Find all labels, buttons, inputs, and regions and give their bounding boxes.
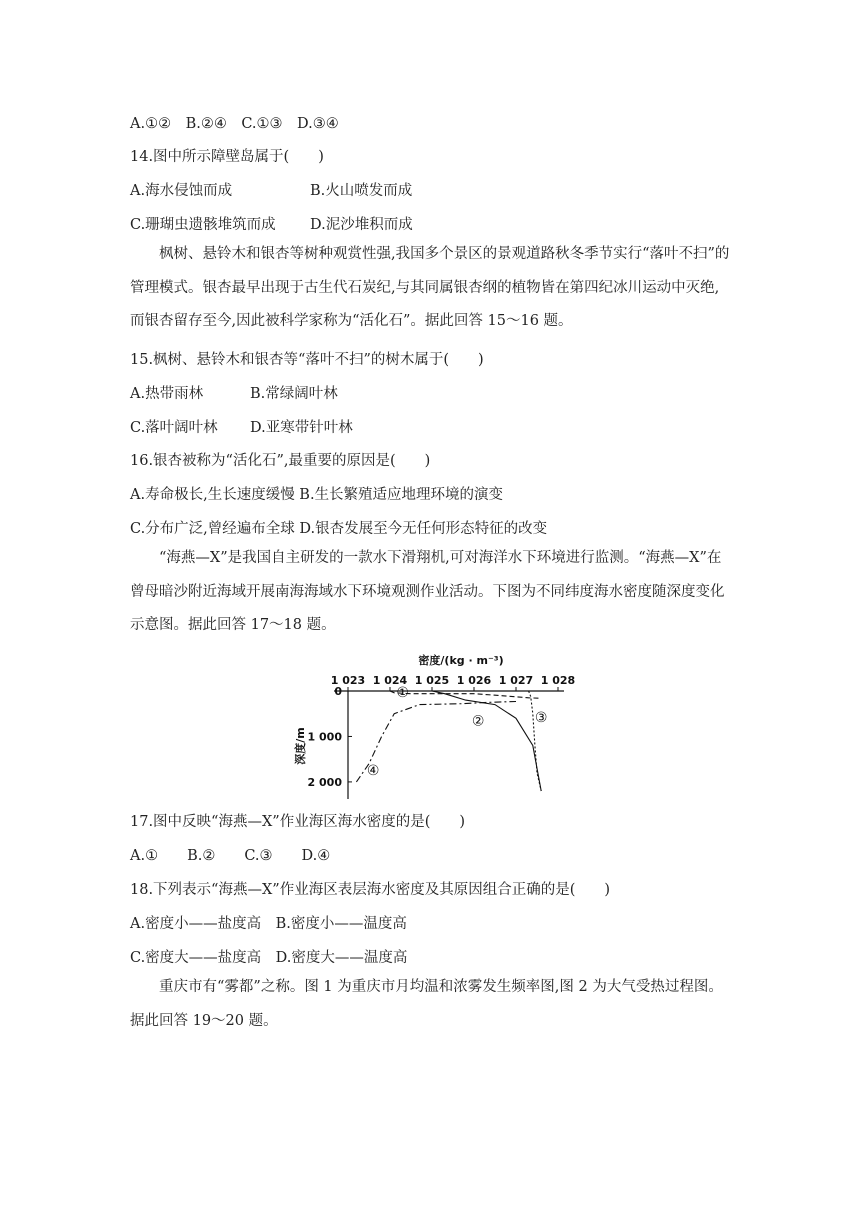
q18-options-ab: A.密度小——盐度高 B.密度小——温度高 — [130, 916, 407, 932]
series-line-2 — [432, 691, 541, 791]
q17-options: A.① B.② C.③ D.④ — [130, 848, 331, 864]
passage-chongqing: 重庆市有“雾都”之称。图 1 为重庆市月均温和浓雾发生频率图,图 2 为大气受热过程图。据此回答 19～20 题。 — [130, 979, 723, 1029]
density-depth-chart — [290, 650, 580, 800]
series-line-1 — [390, 691, 541, 698]
y-tick-label: 2 000 — [307, 775, 342, 789]
q13-options: A.①② B.②④ C.①③ D.③④ — [130, 116, 339, 132]
x-tick-label: 1 027 — [498, 674, 534, 687]
q15-option-a: A.热带雨林 — [130, 386, 204, 402]
passage-ginkgo: 枫树、悬铃木和银杏等树种观赏性强,我国多个景区的景观道路秋冬季节实行“落叶不扫”的管理模式。银杏最早出现于古生代石炭纪,与其同属银杏纲的植物皆在第四纪冰川运动中灭绝,而银杏留存至今,因此被科学家称为“活化石”。据此回答 15～16 题。 — [130, 246, 730, 329]
q16-stem: 16.银杏被称为“活化石”,最重要的原因是( ) — [130, 453, 431, 469]
q14-option-c: C.珊瑚虫遗骸堆筑而成 — [130, 217, 276, 233]
q18-stem: 18.下列表示“海燕—X”作业海区表层海水密度及其原因组合正确的是( ) — [130, 882, 611, 898]
q17-stem: 17.图中反映“海燕—X”作业海区海水密度的是( ) — [130, 814, 466, 830]
q15-option-b: B.常绿阔叶林 — [250, 386, 338, 402]
y-tick-label: 1 000 — [307, 730, 342, 744]
series-label-2: ② — [471, 713, 485, 730]
y-axis-label: 深度/m — [294, 727, 307, 765]
q16-options-ab: A.寿命极长,生长速度缓慢 B.生长繁殖适应地理环境的演变 — [130, 487, 504, 503]
series-label-4: ④ — [366, 763, 380, 780]
series-label-1: ① — [396, 684, 409, 701]
q14-option-a: A.海水侵蚀而成 — [130, 183, 233, 199]
q14-option-d: D.泥沙堆积而成 — [310, 217, 413, 233]
q14-option-b: B.火山喷发而成 — [310, 183, 413, 199]
x-tick-label: 1 028 — [540, 674, 576, 687]
series-line-4 — [356, 702, 516, 782]
x-tick-label: 1 025 — [414, 674, 450, 687]
q15-option-d: D.亚寒带针叶林 — [250, 420, 353, 436]
y-tick-label: 0 — [334, 685, 342, 698]
passage-haiyan: “海燕—X”是我国自主研发的一款水下滑翔机,可对海洋水下环境进行监测。“海燕—X”在曾母暗沙附近海域开展南海海域水下环境观测作业活动。下图为不同纬度海水密度随深度变化示意图。据此回答 17～18 题。 — [130, 550, 725, 633]
q16-options-cd: C.分布广泛,曾经遍布全球 D.银杏发展至今无任何形态特征的改变 — [130, 521, 548, 537]
x-tick-label: 1 023 — [330, 674, 366, 687]
q15-option-c: C.落叶阔叶林 — [130, 420, 218, 436]
q15-stem: 15.枫树、悬铃木和银杏等“落叶不扫”的树木属于( ) — [130, 352, 484, 368]
series-label-3: ③ — [534, 709, 548, 726]
chart-title: 密度/(kg · m⁻³) — [418, 654, 504, 667]
q18-options-cd: C.密度大——盐度高 D.密度大——温度高 — [130, 950, 408, 966]
x-tick-label: 1 024 — [372, 674, 408, 687]
x-tick-label: 1 026 — [456, 674, 492, 687]
q14-stem: 14.图中所示障壁岛属于( ) — [130, 149, 324, 165]
